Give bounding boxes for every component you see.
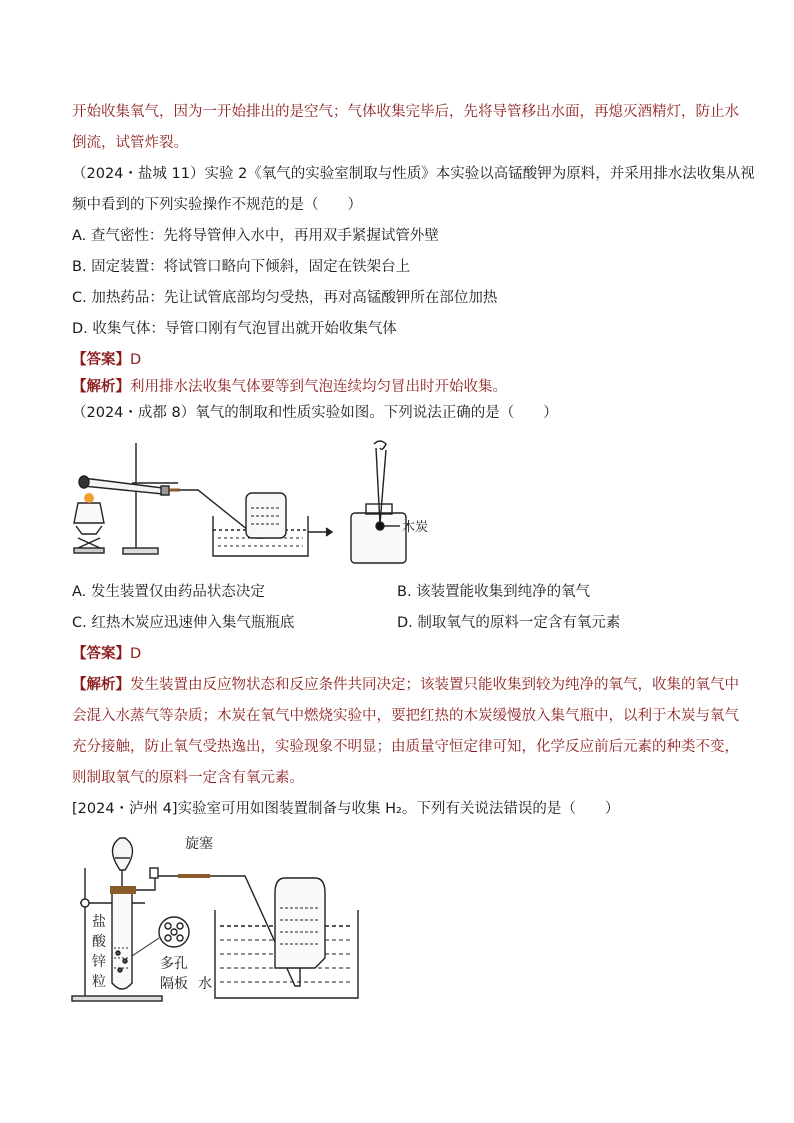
hydrogen-apparatus-figure xyxy=(70,828,370,1003)
q2-analysis-line-4: 则制取氧气的原料一定含有氧元素。 xyxy=(72,770,304,786)
q1-analysis xyxy=(72,377,507,397)
q2-analysis-line-2: 会混入水蒸气等杂质；木炭在氧气中燃烧实验中，要把红热的木炭缓慢放入集气瓶中，以利于木炭与氧气 xyxy=(72,708,739,724)
q2-analysis-line-3: 充分接触，防止氧气受热逸出，实验现象不明显；由质量守恒定律可知，化学反应前后元素的种类不变， xyxy=(72,739,739,755)
analysis-text: 发生装置由反应物状态和反应条件共同决定；该装置只能收集到较为纯净的氧气，收集的氧气中 xyxy=(130,677,739,693)
answer-value: D xyxy=(130,646,142,662)
q1-option-b: B. 固定装置：将试管口略向下倾斜，固定在铁架台上 xyxy=(72,259,411,275)
q1-option-a: A. 查气密性：先将导管伸入水中，再用双手紧握试管外壁 xyxy=(72,228,439,244)
q2-option-a: A. 发生装置仅由药品状态决定 xyxy=(72,584,265,600)
q1-option-c: C. 加热药品：先让试管底部均匀受热，再对高锰酸钾所在部位加热 xyxy=(72,290,498,306)
valve-label: 旋塞 xyxy=(185,836,213,852)
q2-option-d: D. 制取氧气的原料一定含有氧元素 xyxy=(397,615,621,631)
acid-label-1: 盐 xyxy=(92,914,106,930)
plate-label-1: 多孔 xyxy=(160,956,188,972)
water-label: 水 xyxy=(198,976,212,992)
q1-option-d: D. 收集气体：导管口刚有气泡冒出就开始收集气体 xyxy=(72,321,397,337)
zinc-label-1: 锌 xyxy=(92,954,106,970)
q1-stem-line-1: （2024・盐城 11）实验 2《氧气的实验室制取与性质》本实验以高锰酸钾为原料，并采用排水法收集从视 xyxy=(72,166,755,182)
oxygen-apparatus-figure xyxy=(68,438,448,568)
zinc-label-2: 粒 xyxy=(92,974,106,990)
q2-answer xyxy=(72,644,141,664)
q1-answer xyxy=(72,350,141,370)
analysis-tag: 【解析】 xyxy=(72,379,130,395)
intro-line-1: 开始收集氧气，因为一开始排出的是空气；气体收集完毕后，先将导管移出水面，再熄灭酒精灯，防止水 xyxy=(72,104,739,120)
q1-stem-line-2: 频中看到的下列实验操作不规范的是（ ） xyxy=(72,197,362,213)
analysis-tag: 【解析】 xyxy=(72,677,130,693)
charcoal-label: 木炭 xyxy=(402,520,429,535)
answer-tag: 【答案】 xyxy=(72,352,130,368)
q2-analysis-line-1 xyxy=(72,675,739,695)
plate-label-2: 隔板 xyxy=(160,976,188,992)
q2-option-b: B. 该装置能收集到纯净的氧气 xyxy=(397,584,591,600)
q2-stem: （2024・成都 8）氧气的制取和性质实验如图。下列说法正确的是（ ） xyxy=(72,405,558,421)
q3-stem: [2024・泸州 4]实验室可用如图装置制备与收集 H₂。下列有关说法错误的是（ ） xyxy=(72,801,620,817)
answer-tag: 【答案】 xyxy=(72,646,130,662)
acid-label-2: 酸 xyxy=(92,934,106,950)
q2-option-c: C. 红热木炭应迅速伸入集气瓶瓶底 xyxy=(72,615,295,631)
answer-value: D xyxy=(130,352,142,368)
intro-line-2: 倒流，试管炸裂。 xyxy=(72,135,188,151)
analysis-text: 利用排水法收集气体要等到气泡连续均匀冒出时开始收集。 xyxy=(130,379,507,395)
